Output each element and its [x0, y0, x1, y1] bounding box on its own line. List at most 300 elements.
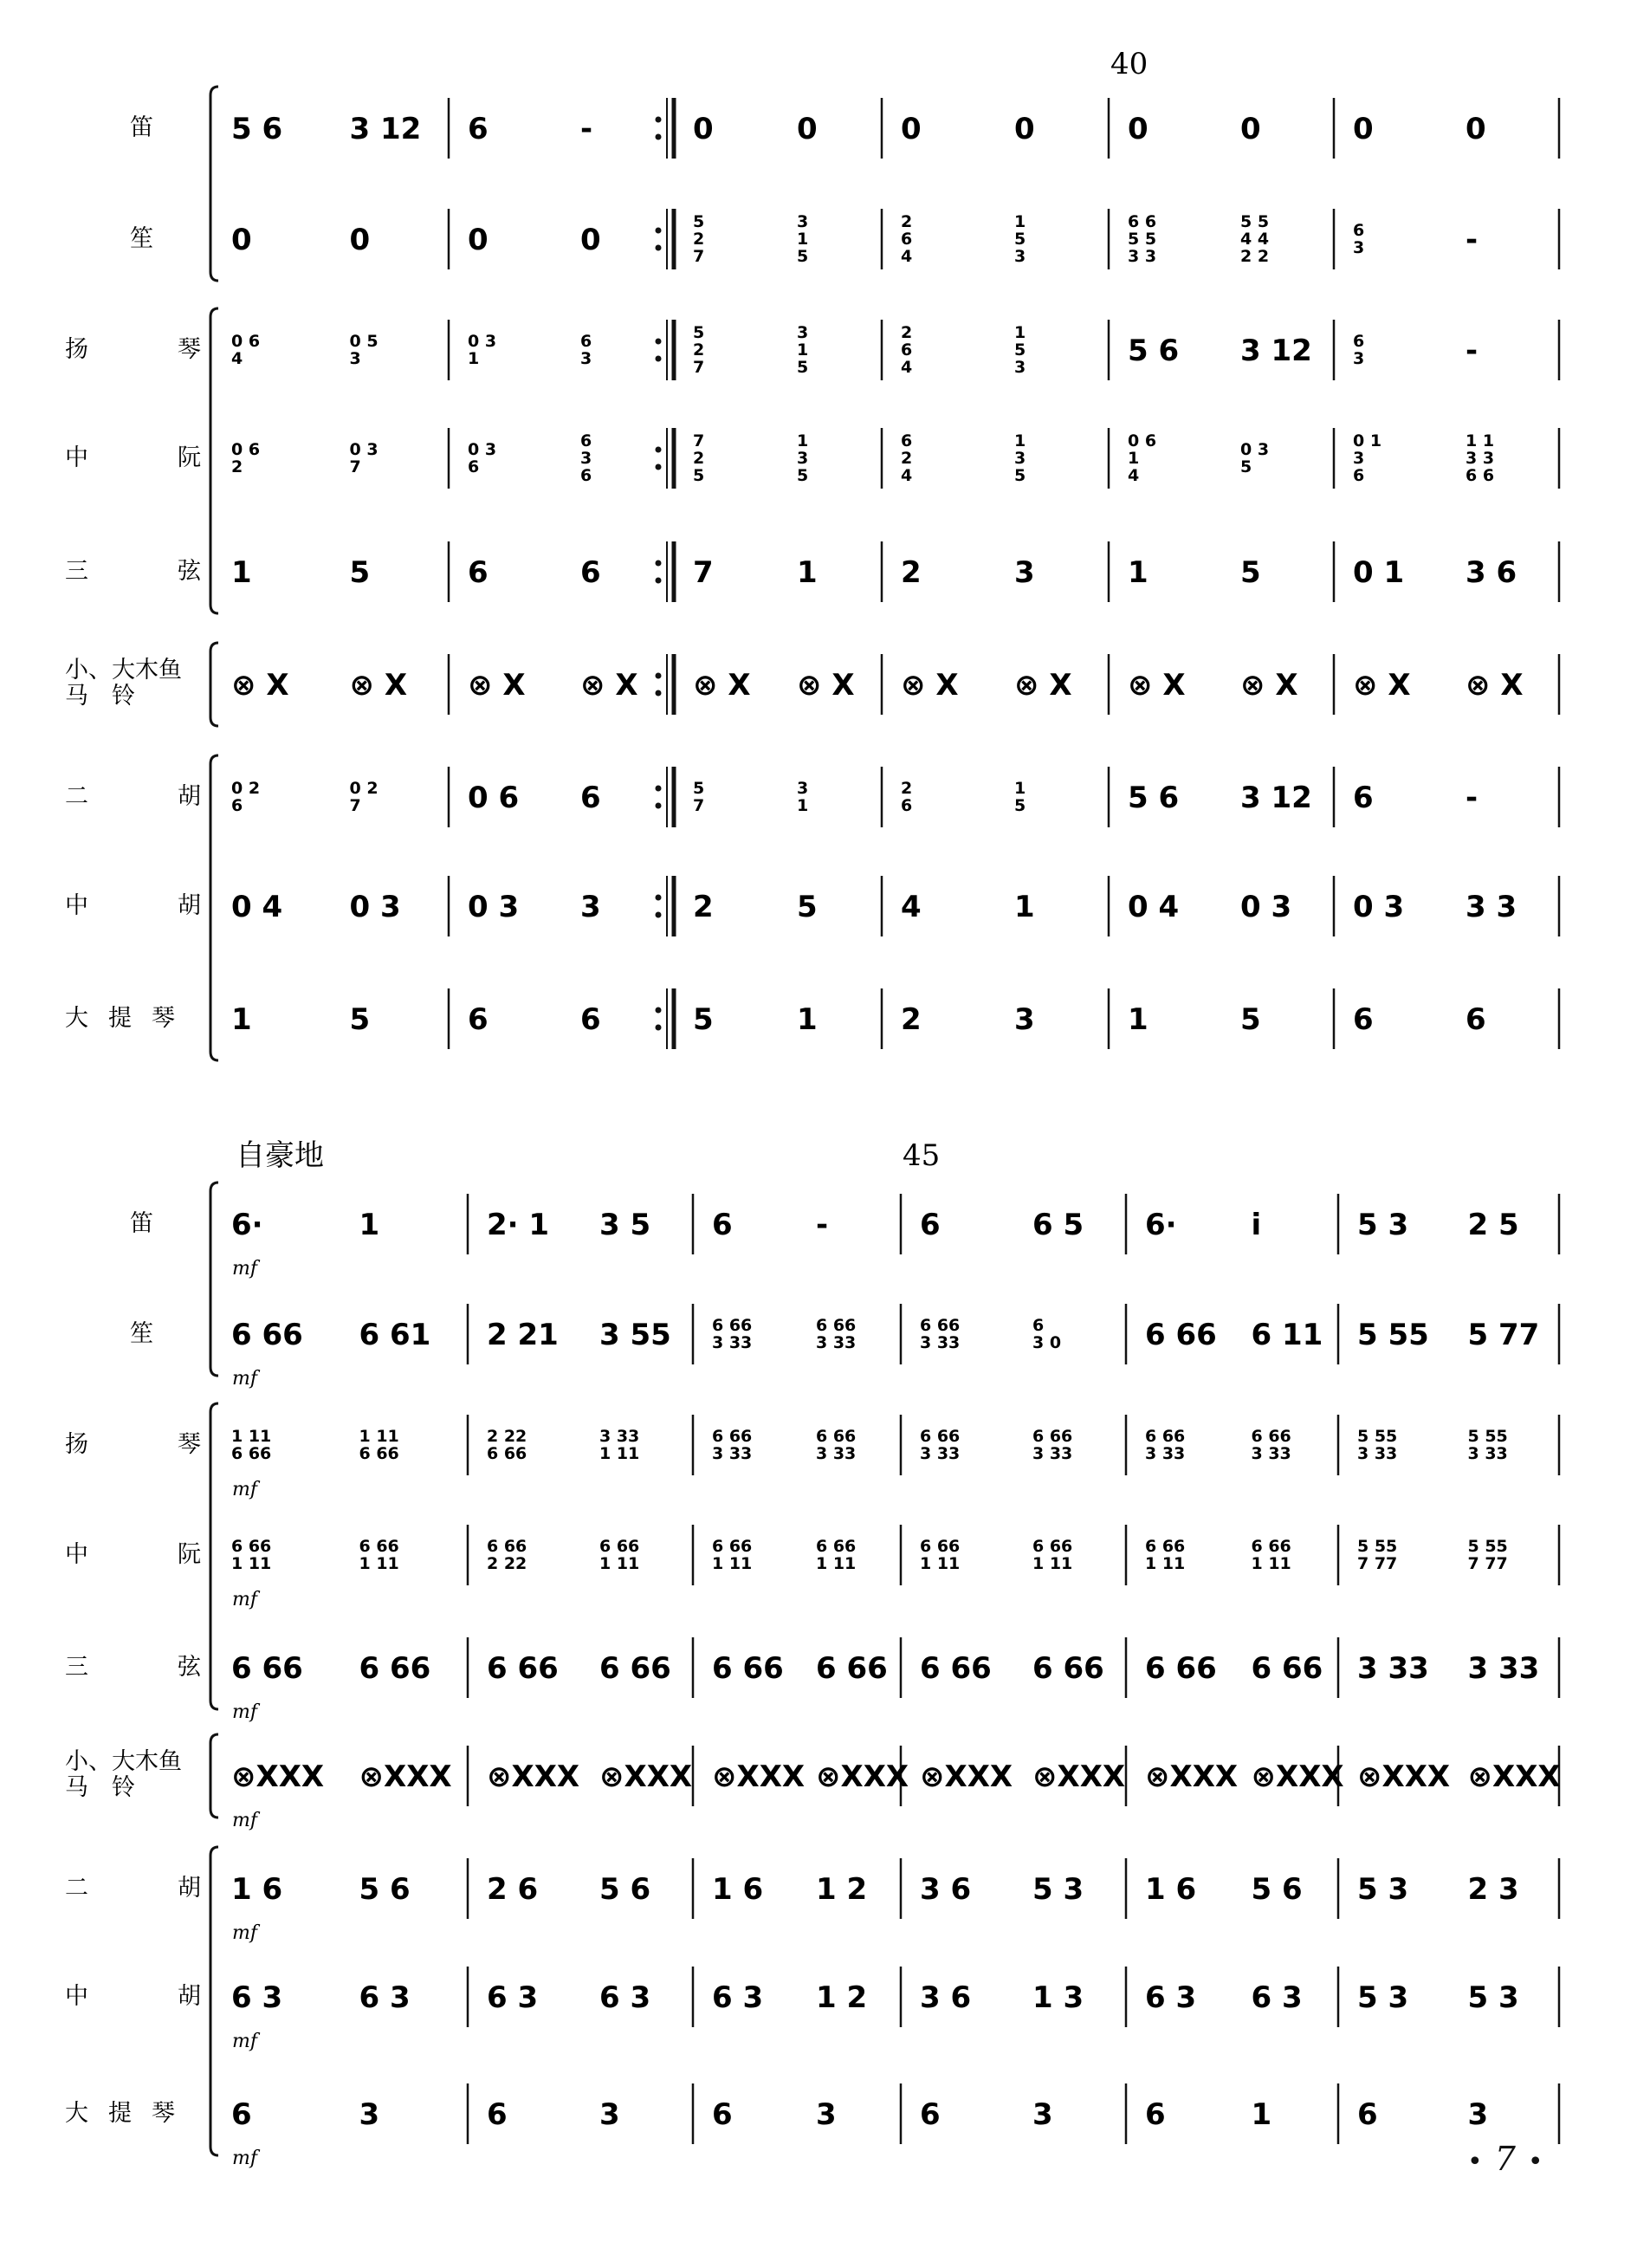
system1-sheng-m6-b1-chord-note: 6 — [1353, 221, 1365, 240]
system1-sanxian-m6-b1-note: 0 1 — [1353, 555, 1405, 590]
system1-yangqin-m3-b1-chord-note: 7 — [693, 358, 705, 377]
system1-yangqin-m2-b1-chord-note: 0 3 — [468, 332, 497, 351]
system2-yangqin-m3-b1-chord-note: 3 33 — [712, 1444, 753, 1463]
system2-zhongruan-m5-b2-chord-note: 6 66 — [1251, 1537, 1291, 1556]
system1-sanxian-m1-b2-note: 5 — [349, 555, 371, 590]
system1-datiqin-m1-b2-note: 5 — [349, 1002, 371, 1037]
system1-zhongruan-m5-b2-chord-note: 5 — [1240, 457, 1252, 476]
repeat-dot — [656, 245, 662, 251]
system2-yangqin-m6-b2-chord-note: 3 33 — [1467, 1444, 1508, 1463]
system2-sheng-m4-b2-chord-note: 3 0 — [1032, 1333, 1062, 1352]
system1-datiqin-m4-b1-note: 2 — [901, 1002, 922, 1037]
system2-sheng-m3-b2-chord-note: 3 33 — [816, 1333, 857, 1352]
system1-erhu-m4-b1-chord-note: 6 — [901, 796, 913, 815]
system1-yangqin-m4-b2-chord-note: 5 — [1014, 340, 1026, 360]
system1-dizi-m3-b2-note: 0 — [797, 112, 818, 146]
system1-sheng-m3-b1-chord-note: 2 — [693, 230, 705, 249]
system1-datiqin-m5-b2-note: 5 — [1240, 1002, 1261, 1037]
repeat-dot — [656, 134, 662, 140]
system2-erhu-m3-b1-note: 1 6 — [712, 1872, 764, 1907]
system1-label-datiqin: 大 提 琴 — [65, 1005, 175, 1032]
bracket — [210, 643, 218, 726]
system2-erhu-m4-b2-note: 5 3 — [1032, 1872, 1084, 1907]
system1-yangqin-m1-b1-chord-note: 0 6 — [231, 332, 261, 351]
system1-yangqin-m4-b2-chord-note: 1 — [1014, 323, 1026, 342]
system1-sheng-m3-b2-chord-note: 1 — [797, 230, 809, 249]
system1-zhongruan-m5-b1-chord-note: 0 6 — [1128, 431, 1157, 450]
system2-perc-m4-b2-note: ⊗XXX — [1032, 1759, 1126, 1794]
bracket — [210, 1403, 218, 1709]
system2-sheng-m6-b1-note: 5 55 — [1357, 1318, 1429, 1352]
system2-yangqin-m3-b2-chord-note: 3 33 — [816, 1444, 857, 1463]
system2-sheng-m1-b1-note: 6 66 — [231, 1318, 303, 1352]
system2-sanxian-m1-b1-note: 6 66 — [231, 1651, 303, 1686]
system1-erhu-m1-b1-chord-note: 0 2 — [231, 779, 261, 798]
system1-datiqin-m1-b1-note: 1 — [231, 1002, 252, 1037]
system1-yangqin-m1-b1-chord-note: 4 — [231, 349, 243, 368]
system1-label-perc-2: 马 铃 — [65, 683, 135, 710]
system1-sanxian-m6-b2-note: 3 6 — [1466, 555, 1517, 590]
system2-zhonghu-m2-b2-note: 6 3 — [599, 1980, 651, 2015]
system2-perc-m6-b1-note: ⊗XXX — [1357, 1759, 1451, 1794]
system2-zhongruan-m4-b1-chord-note: 1 11 — [920, 1554, 961, 1573]
bracket — [210, 87, 218, 281]
system1-sheng-m3-b1-chord-note: 7 — [693, 247, 705, 266]
system1-label-perc-1: 小、大木鱼 — [65, 657, 182, 684]
system2-dizi-m3-b1-note: 6 — [712, 1208, 733, 1242]
system1-dizi-m1-b2-note: 3 12 — [349, 112, 422, 146]
system1-label-zhonghu: 中 胡 — [65, 892, 201, 919]
system1-erhu-m6-b2-note: - — [1466, 781, 1478, 815]
system1-sheng-m6-b2-note: - — [1466, 223, 1478, 257]
system1-perc-m5-b2-note: ⊗ X — [1240, 668, 1298, 703]
system2-dizi-m5-b2-note: i — [1251, 1208, 1262, 1242]
system2-zhongruan-m5-b2-chord-note: 1 11 — [1251, 1554, 1291, 1573]
system1-dizi-m3-b1-note: 0 — [693, 112, 714, 146]
system2-label-sanxian: 三 弦 — [65, 1654, 201, 1681]
system2-dizi-m6-b2-note: 2 5 — [1467, 1208, 1519, 1242]
system1-sheng-m1-b1-note: 0 — [231, 223, 252, 257]
system1-zhongruan-m4-b1-chord-note: 4 — [901, 466, 913, 485]
system1-sanxian-m4-b1-note: 2 — [901, 555, 922, 590]
system1-sanxian-m3-b2-note: 1 — [797, 555, 818, 590]
system2-dizi-m3-b2-note: - — [816, 1208, 829, 1242]
system2-sanxian-m1-b2-note: 6 66 — [359, 1651, 431, 1686]
system1-yangqin-m5-b1-note: 5 6 — [1128, 334, 1180, 368]
system1-zhongruan-m2-b1-chord-note: 0 3 — [468, 440, 497, 459]
system1-perc-m6-b2-note: ⊗ X — [1466, 668, 1524, 703]
dynamic-mark: mf — [232, 2031, 258, 2052]
system2-erhu-m1-b1-note: 1 6 — [231, 1872, 283, 1907]
system2-yangqin-m3-b1-chord-note: 6 66 — [712, 1427, 753, 1446]
system2-label-perc-1: 小、大木鱼 — [65, 1748, 182, 1775]
system1-datiqin-m6-b1-note: 6 — [1353, 1002, 1374, 1037]
system2-sheng-m5-b1-note: 6 66 — [1145, 1318, 1217, 1352]
system2-zhonghu-m2-b1-note: 6 3 — [487, 1980, 539, 2015]
system1-datiqin-m3-b2-note: 1 — [797, 1002, 818, 1037]
system2-zhongruan-m5-b1-chord-note: 6 66 — [1145, 1537, 1186, 1556]
repeat-dot — [656, 117, 662, 123]
repeat-dot — [656, 464, 662, 470]
system1-yangqin-m4-b2-chord-note: 3 — [1014, 358, 1026, 377]
system1-zhongruan-m2-b1-chord-note: 6 — [468, 457, 480, 476]
dynamic-mark: mf — [232, 1589, 258, 1610]
system2-zhongruan-m2-b2-chord-note: 6 66 — [599, 1537, 640, 1556]
system1-sheng-m4-b2-chord-note: 5 — [1014, 230, 1026, 249]
system1-sanxian-m5-b2-note: 5 — [1240, 555, 1261, 590]
system2-yangqin-m6-b2-chord-note: 5 55 — [1467, 1427, 1508, 1446]
bracket — [210, 1847, 218, 2155]
system1-erhu-m3-b1-chord-note: 7 — [693, 796, 705, 815]
system2-erhu-m6-b2-note: 2 3 — [1467, 1872, 1519, 1907]
system1-perc-m6-b1-note: ⊗ X — [1353, 668, 1411, 703]
system1-zhonghu-m4-b1-note: 4 — [901, 890, 922, 924]
system2-datiqin-m3-b1-note: 6 — [712, 2097, 733, 2132]
system2-zhongruan-m6-b2-chord-note: 7 77 — [1467, 1554, 1508, 1573]
system1-dizi-m5-b1-note: 0 — [1128, 112, 1148, 146]
system2-zhongruan-m1-b1-chord-note: 6 66 — [231, 1537, 272, 1556]
system1-yangqin-m4-b1-chord-note: 2 — [901, 323, 913, 342]
dynamic-mark: mf — [232, 1368, 258, 1390]
system2-sheng-m2-b2-note: 3 55 — [599, 1318, 671, 1352]
system1-dizi-m1-b1-note: 5 6 — [231, 112, 283, 146]
system1-yangqin-m3-b1-chord-note: 2 — [693, 340, 705, 360]
system1-sanxian-m4-b2-note: 3 — [1014, 555, 1035, 590]
system2-yangqin-m4-b1-chord-note: 6 66 — [920, 1427, 961, 1446]
system1-zhonghu-m3-b1-note: 2 — [693, 890, 714, 924]
system2-yangqin-m4-b2-chord-note: 6 66 — [1032, 1427, 1073, 1446]
system2-erhu-m4-b1-note: 3 6 — [920, 1872, 972, 1907]
system2-zhongruan-m2-b1-chord-note: 6 66 — [487, 1537, 527, 1556]
system1-perc-m2-b2-note: ⊗ X — [580, 668, 638, 703]
system1-yangqin-m1-b2-chord-note: 3 — [349, 349, 361, 368]
system1-zhongruan-m6-b2-chord-note: 3 3 — [1466, 449, 1495, 468]
system2-zhongruan-m3-b2-chord-note: 6 66 — [816, 1537, 857, 1556]
system1-sheng-m6-b1-chord-note: 3 — [1353, 238, 1365, 257]
system1-label-sanxian: 三 弦 — [65, 558, 201, 585]
system-1 — [65, 47, 1559, 1060]
system2-sheng-m3-b1-chord-note: 3 33 — [712, 1333, 753, 1352]
system1-zhongruan-m5-b1-chord-note: 4 — [1128, 466, 1140, 485]
system1-zhongruan-m6-b2-chord-note: 1 1 — [1466, 431, 1495, 450]
system1-sheng-m3-b1-chord-note: 5 — [693, 212, 705, 231]
system2-dizi-m2-b2-note: 3 5 — [599, 1208, 651, 1242]
system1-zhonghu-m1-b1-note: 0 4 — [231, 890, 283, 924]
system1-perc-m5-b1-note: ⊗ X — [1128, 668, 1186, 703]
system1-perc-m2-b1-note: ⊗ X — [468, 668, 526, 703]
system2-yangqin-m1-b1-chord-note: 1 11 — [231, 1427, 272, 1446]
dynamic-mark: mf — [232, 1701, 258, 1723]
system2-label-perc-2: 马 铃 — [65, 1774, 135, 1801]
system1-sanxian-m5-b1-note: 1 — [1128, 555, 1148, 590]
system1-sheng-m2-b2-note: 0 — [580, 223, 601, 257]
system1-erhu-m2-b2-note: 6 — [580, 781, 601, 815]
measure-number-40: 40 — [1110, 47, 1148, 81]
system1-sheng-m5-b2-chord-note: 2 2 — [1240, 247, 1270, 266]
system1-label-erhu: 二 胡 — [65, 783, 201, 810]
system1-erhu-m1-b2-chord-note: 0 2 — [349, 779, 379, 798]
system1-zhonghu-m6-b2-note: 3 3 — [1466, 890, 1517, 924]
system2-sheng-m3-b2-chord-note: 6 66 — [816, 1316, 857, 1335]
repeat-dot — [656, 690, 662, 697]
system1-zhongruan-m1-b2-chord-note: 7 — [349, 457, 361, 476]
system2-perc-m5-b2-note: ⊗XXX — [1251, 1759, 1344, 1794]
system2-perc-m2-b1-note: ⊗XXX — [487, 1759, 580, 1794]
system1-datiqin-m2-b2-note: 6 — [580, 1002, 601, 1037]
system1-zhongruan-m3-b2-chord-note: 1 — [797, 431, 809, 450]
system1-perc-m3-b1-note: ⊗ X — [693, 668, 751, 703]
system2-sheng-m1-b2-note: 6 61 — [359, 1318, 431, 1352]
system2-zhongruan-m2-b2-chord-note: 1 11 — [599, 1554, 640, 1573]
system2-perc-m4-b1-note: ⊗XXX — [920, 1759, 1013, 1794]
system1-label-sheng: 笙 — [130, 225, 153, 252]
system2-label-erhu: 二 胡 — [65, 1875, 201, 1902]
repeat-dot — [656, 228, 662, 234]
system1-zhongruan-m2-b2-chord-note: 3 — [580, 449, 592, 468]
system2-dizi-m1-b1-note: 6· — [231, 1208, 263, 1242]
system1-erhu-m3-b1-chord-note: 5 — [693, 779, 705, 798]
system2-zhongruan-m1-b2-chord-note: 6 66 — [359, 1537, 399, 1556]
system1-erhu-m5-b2-note: 3 12 — [1240, 781, 1312, 815]
system2-yangqin-m1-b2-chord-note: 1 11 — [359, 1427, 399, 1446]
system1-datiqin-m4-b2-note: 3 — [1014, 1002, 1035, 1037]
dynamic-mark: mf — [232, 1810, 258, 1831]
system1-zhongruan-m1-b1-chord-note: 2 — [231, 457, 243, 476]
repeat-dot — [656, 786, 662, 792]
system2-erhu-m5-b1-note: 1 6 — [1145, 1872, 1197, 1907]
system1-datiqin-m5-b1-note: 1 — [1128, 1002, 1148, 1037]
system1-yangqin-m4-b1-chord-note: 6 — [901, 340, 913, 360]
system2-datiqin-m2-b1-note: 6 — [487, 2097, 508, 2132]
system1-sheng-m1-b2-note: 0 — [349, 223, 371, 257]
system1-perc-m3-b2-note: ⊗ X — [797, 668, 855, 703]
system1-sheng-m4-b1-chord-note: 4 — [901, 247, 913, 266]
system2-perc-m1-b2-note: ⊗XXX — [359, 1759, 452, 1794]
system2-sheng-m4-b1-chord-note: 3 33 — [920, 1333, 961, 1352]
system1-datiqin-m2-b1-note: 6 — [468, 1002, 489, 1037]
system2-zhongruan-m4-b2-chord-note: 6 66 — [1032, 1537, 1073, 1556]
system2-erhu-m3-b2-note: 1 2 — [816, 1872, 868, 1907]
system2-sanxian-m4-b2-note: 6 66 — [1032, 1651, 1104, 1686]
system1-sheng-m5-b1-chord-note: 6 6 — [1128, 212, 1157, 231]
system1-sanxian-m2-b2-note: 6 — [580, 555, 601, 590]
system1-dizi-m4-b1-note: 0 — [901, 112, 922, 146]
system1-sheng-m5-b1-chord-note: 3 3 — [1128, 247, 1157, 266]
system1-perc-m1-b2-note: ⊗ X — [349, 668, 408, 703]
system1-sheng-m5-b2-chord-note: 5 5 — [1240, 212, 1270, 231]
system2-sheng-m3-b1-chord-note: 6 66 — [712, 1316, 753, 1335]
system1-zhongruan-m3-b1-chord-note: 7 — [693, 431, 705, 450]
repeat-dot — [656, 895, 662, 901]
system2-datiqin-m6-b1-note: 6 — [1357, 2097, 1378, 2132]
system1-zhongruan-m2-b2-chord-note: 6 — [580, 431, 592, 450]
system1-zhongruan-m1-b1-chord-note: 0 6 — [231, 440, 261, 459]
system2-yangqin-m5-b2-chord-note: 3 33 — [1251, 1444, 1291, 1463]
system1-zhongruan-m3-b1-chord-note: 2 — [693, 449, 705, 468]
repeat-dot — [656, 339, 662, 345]
repeat-dot — [656, 578, 662, 584]
system2-zhonghu-m3-b2-note: 1 2 — [816, 1980, 868, 2015]
system2-dizi-m1-b2-note: 1 — [359, 1208, 380, 1242]
system1-erhu-m2-b1-note: 0 6 — [468, 781, 520, 815]
system2-label-datiqin: 大 提 琴 — [65, 2100, 175, 2127]
system1-zhonghu-m5-b1-note: 0 4 — [1128, 890, 1180, 924]
system2-perc-m3-b2-note: ⊗XXX — [816, 1759, 909, 1794]
system1-yangqin-m2-b2-chord-note: 3 — [580, 349, 592, 368]
system2-zhongruan-m1-b1-chord-note: 1 11 — [231, 1554, 272, 1573]
system1-label-zhongruan: 中 阮 — [65, 444, 201, 471]
system1-zhonghu-m5-b2-note: 0 3 — [1240, 890, 1292, 924]
system1-sheng-m5-b1-chord-note: 5 5 — [1128, 230, 1157, 249]
dynamic-mark: mf — [232, 1258, 258, 1280]
system1-yangqin-m6-b1-chord-note: 6 — [1353, 332, 1365, 351]
system2-zhonghu-m5-b1-note: 6 3 — [1145, 1980, 1197, 2015]
system1-sheng-m3-b2-chord-note: 5 — [797, 247, 809, 266]
system1-erhu-m1-b1-chord-note: 6 — [231, 796, 243, 815]
system2-dizi-m2-b1-note: 2· 1 — [487, 1208, 550, 1242]
system2-sheng-m4-b2-chord-note: 6 — [1032, 1316, 1045, 1335]
system2-label-zhongruan: 中 阮 — [65, 1541, 201, 1568]
system2-sanxian-m3-b1-note: 6 66 — [712, 1651, 784, 1686]
system2-yangqin-m5-b1-chord-note: 6 66 — [1145, 1427, 1186, 1446]
system1-zhongruan-m3-b1-chord-note: 5 — [693, 466, 705, 485]
system2-zhongruan-m6-b1-chord-note: 5 55 — [1357, 1537, 1398, 1556]
system1-zhongruan-m4-b1-chord-note: 6 — [901, 431, 913, 450]
system2-datiqin-m6-b2-note: 3 — [1467, 2097, 1489, 2132]
system2-zhonghu-m3-b1-note: 6 3 — [712, 1980, 764, 2015]
system2-yangqin-m2-b1-chord-note: 2 22 — [487, 1427, 527, 1446]
system2-sanxian-m5-b1-note: 6 66 — [1145, 1651, 1217, 1686]
system2-sanxian-m2-b1-note: 6 66 — [487, 1651, 559, 1686]
system1-perc-m4-b1-note: ⊗ X — [901, 668, 959, 703]
system1-sanxian-m1-b1-note: 1 — [231, 555, 252, 590]
system1-label-yangqin: 扬 琴 — [65, 336, 201, 363]
bracket — [210, 755, 218, 1060]
system2-zhonghu-m1-b1-note: 6 3 — [231, 1980, 283, 2015]
system1-sheng-m4-b1-chord-note: 2 — [901, 212, 913, 231]
system1-yangqin-m3-b1-chord-note: 5 — [693, 323, 705, 342]
system1-erhu-m6-b1-note: 6 — [1353, 781, 1374, 815]
system2-datiqin-m5-b2-note: 1 — [1251, 2097, 1272, 2132]
repeat-dot — [656, 1025, 662, 1031]
system1-datiqin-m6-b2-note: 6 — [1466, 1002, 1486, 1037]
system2-datiqin-m1-b1-note: 6 — [231, 2097, 252, 2132]
system1-zhongruan-m6-b1-chord-note: 6 — [1353, 466, 1365, 485]
system2-erhu-m2-b2-note: 5 6 — [599, 1872, 651, 1907]
system2-datiqin-m2-b2-note: 3 — [599, 2097, 620, 2132]
system2-zhonghu-m1-b2-note: 6 3 — [359, 1980, 411, 2015]
system1-zhongruan-m6-b1-chord-note: 3 — [1353, 449, 1365, 468]
system1-yangqin-m6-b1-chord-note: 3 — [1353, 349, 1365, 368]
system1-zhongruan-m4-b2-chord-note: 1 — [1014, 431, 1026, 450]
system2-label-dizi: 笛 — [130, 1210, 153, 1237]
system2-sanxian-m2-b2-note: 6 66 — [599, 1651, 671, 1686]
system2-datiqin-m3-b2-note: 3 — [816, 2097, 837, 2132]
system1-sanxian-m3-b1-note: 7 — [693, 555, 714, 590]
system1-sanxian-m2-b1-note: 6 — [468, 555, 489, 590]
system1-sheng-m4-b1-chord-note: 6 — [901, 230, 913, 249]
system2-datiqin-m5-b1-note: 6 — [1145, 2097, 1166, 2132]
system1-zhonghu-m6-b1-note: 0 3 — [1353, 890, 1405, 924]
system2-yangqin-m2-b1-chord-note: 6 66 — [487, 1444, 527, 1463]
system2-yangqin-m6-b1-chord-note: 3 33 — [1357, 1444, 1398, 1463]
system2-zhongruan-m1-b2-chord-note: 1 11 — [359, 1554, 399, 1573]
system1-zhongruan-m6-b2-chord-note: 6 6 — [1466, 466, 1495, 485]
system1-perc-m4-b2-note: ⊗ X — [1014, 668, 1072, 703]
system1-yangqin-m6-b2-note: - — [1466, 334, 1478, 368]
system2-zhongruan-m6-b2-chord-note: 5 55 — [1467, 1537, 1508, 1556]
system1-label-dizi: 笛 — [130, 114, 153, 141]
system1-datiqin-m3-b1-note: 5 — [693, 1002, 714, 1037]
system1-zhonghu-m1-b2-note: 0 3 — [349, 890, 401, 924]
system2-label-yangqin: 扬 琴 — [65, 1431, 201, 1458]
system2-perc-m3-b1-note: ⊗XXX — [712, 1759, 806, 1794]
system2-sheng-m6-b2-note: 5 77 — [1467, 1318, 1540, 1352]
system1-yangqin-m4-b1-chord-note: 4 — [901, 358, 913, 377]
system2-erhu-m5-b2-note: 5 6 — [1251, 1872, 1303, 1907]
system2-perc-m6-b2-note: ⊗XXX — [1467, 1759, 1561, 1794]
system1-zhongruan-m4-b2-chord-note: 3 — [1014, 449, 1026, 468]
system1-sheng-m3-b2-chord-note: 3 — [797, 212, 809, 231]
system-2 — [65, 1138, 1561, 2169]
system2-label-sheng: 笙 — [130, 1320, 153, 1347]
system1-zhongruan-m4-b1-chord-note: 2 — [901, 449, 913, 468]
system1-dizi-m6-b2-note: 0 — [1466, 112, 1486, 146]
system2-zhongruan-m3-b2-chord-note: 1 11 — [816, 1554, 857, 1573]
system1-dizi-m6-b1-note: 0 — [1353, 112, 1374, 146]
system2-yangqin-m1-b2-chord-note: 6 66 — [359, 1444, 399, 1463]
repeat-dot — [656, 561, 662, 567]
system1-yangqin-m5-b2-note: 3 12 — [1240, 334, 1312, 368]
system2-yangqin-m2-b2-chord-note: 3 33 — [599, 1427, 640, 1446]
system1-dizi-m2-b1-note: 6 — [468, 112, 489, 146]
system1-erhu-m4-b2-chord-note: 1 — [1014, 779, 1026, 798]
repeat-dot — [656, 1008, 662, 1014]
system1-zhongruan-m3-b2-chord-note: 3 — [797, 449, 809, 468]
dynamic-mark: mf — [232, 1479, 258, 1500]
repeat-dot — [656, 912, 662, 918]
system1-zhongruan-m5-b1-chord-note: 1 — [1128, 449, 1140, 468]
system1-zhongruan-m2-b2-chord-note: 6 — [580, 466, 592, 485]
measure-number-45: 45 — [903, 1138, 941, 1173]
system1-erhu-m3-b2-chord-note: 1 — [797, 796, 809, 815]
system2-sanxian-m5-b2-note: 6 66 — [1251, 1651, 1323, 1686]
system2-sanxian-m6-b2-note: 3 33 — [1467, 1651, 1540, 1686]
repeat-dot — [656, 356, 662, 362]
system1-erhu-m3-b2-chord-note: 3 — [797, 779, 809, 798]
system2-sheng-m2-b1-note: 2 21 — [487, 1318, 559, 1352]
system2-sheng-m4-b1-chord-note: 6 66 — [920, 1316, 961, 1335]
system2-datiqin-m4-b2-note: 3 — [1032, 2097, 1053, 2132]
system1-zhongruan-m1-b2-chord-note: 0 3 — [349, 440, 379, 459]
system2-perc-m2-b2-note: ⊗XXX — [599, 1759, 693, 1794]
system2-dizi-m5-b1-note: 6· — [1145, 1208, 1177, 1242]
system1-zhonghu-m2-b2-note: 3 — [580, 890, 601, 924]
system2-zhongruan-m6-b1-chord-note: 7 77 — [1357, 1554, 1398, 1573]
system2-zhongruan-m4-b2-chord-note: 1 11 — [1032, 1554, 1073, 1573]
system1-erhu-m1-b2-chord-note: 7 — [349, 796, 361, 815]
system2-yangqin-m1-b1-chord-note: 6 66 — [231, 1444, 272, 1463]
system2-yangqin-m3-b2-chord-note: 6 66 — [816, 1427, 857, 1446]
system2-zhonghu-m6-b1-note: 5 3 — [1357, 1980, 1409, 2015]
system2-zhongruan-m5-b1-chord-note: 1 11 — [1145, 1554, 1186, 1573]
system1-zhongruan-m4-b2-chord-note: 5 — [1014, 466, 1026, 485]
dynamic-mark: mf — [232, 1922, 258, 1944]
page-number: • 7 • — [1467, 2140, 1543, 2178]
system1-perc-m1-b1-note: ⊗ X — [231, 668, 289, 703]
system2-zhonghu-m5-b2-note: 6 3 — [1251, 1980, 1303, 2015]
system2-dizi-m4-b2-note: 6 5 — [1032, 1208, 1084, 1242]
